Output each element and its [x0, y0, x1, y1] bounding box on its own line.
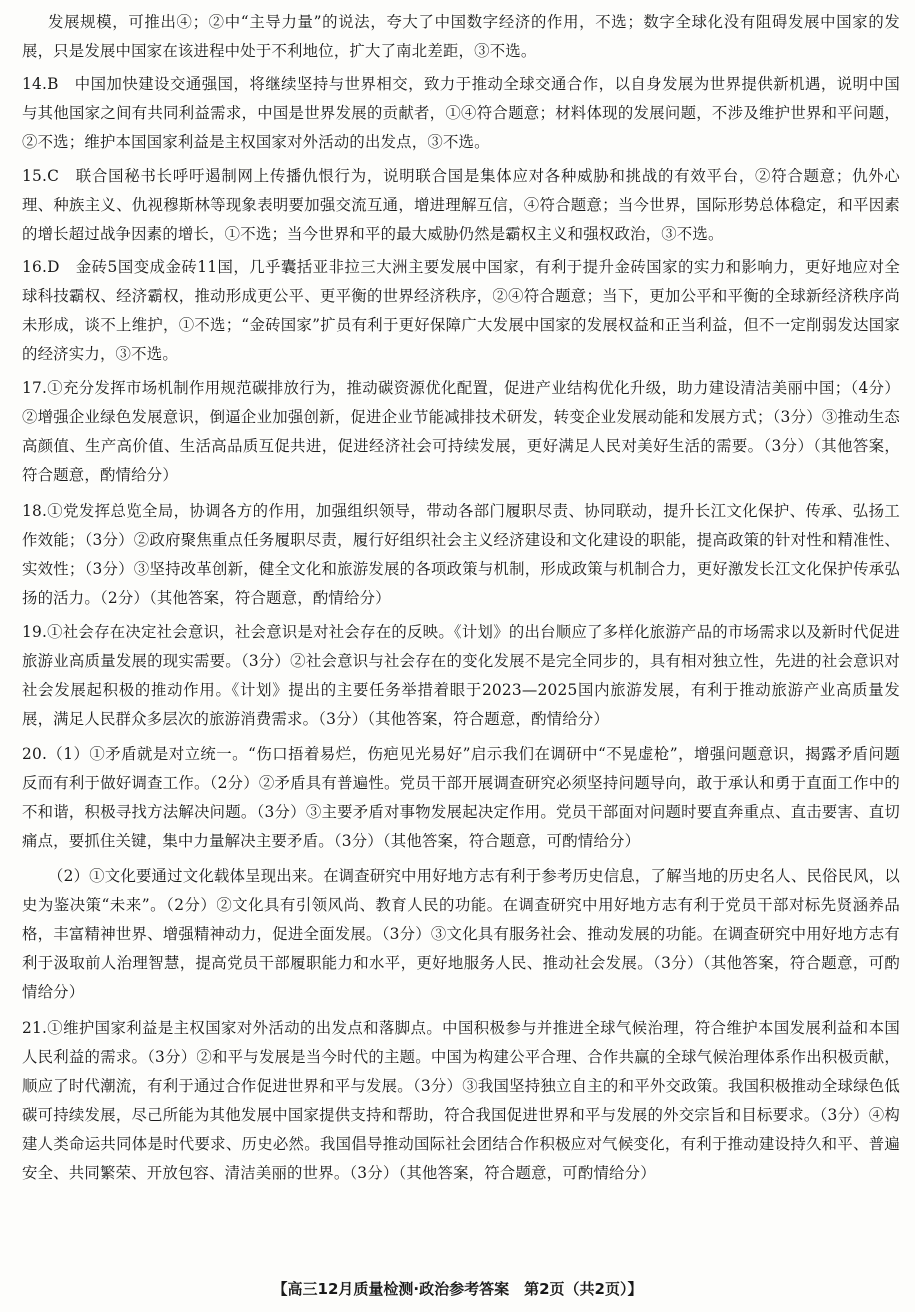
paragraph-17: 17.①充分发挥市场机制作用规范碳排放行为，推动碳资源优化配置，促进产业结构优化升级，助力建设清洁美丽中国；（4分）②增强企业绿色发展意识，倒逼企业加强创新，促进企业节能减排技术研发，转变企业发展动能和发展方式；（3分）③推动生态高颜值、生产高价值、生活高品质互促共进，促进经济社会可持续发展，更好满足人民对美好生活的需要。（3分）（其他答案，符合题意，酌情给分） — [22, 379, 900, 484]
paragraph-15: 15.C 联合国秘书长呼吁遏制网上传播仇恨行为，说明联合国是集体应对各种威胁和挑战的有效平台，②符合题意；仇外心理、种族主义、仇视穆斯林等现象表明要加强交流互通，增进理解互信，④符合题意；当今世界，国际形势总体稳定，和平因素的增长超过战争因素的增长，①不选；当今世界和平的最大威胁仍然是霸权主义和强权政治，③不选。 — [22, 167, 900, 243]
page-footer: 【高三12月质量检测·政治参考答案 第2页（共2页）】 — [272, 1280, 643, 1298]
paragraph-18: 18.①党发挥总览全局，协调各方的作用，加强组织领导，带动各部门履职尽责、协同联动，提升长江文化保护、传承、弘扬工作效能；（3分）②政府聚焦重点任务履职尽责，履行好组织社会主义经济建设和文化建设的职能，提高政策的针对性和精准性、实效性；（3分）③坚持改革创新，健全文化和旅游发展的各项政策与机制，形成政策与机制合力，更好激发长江文化保护传承弘扬的活力。（2分）（其他答案，符合题意，酌情给分） — [22, 502, 900, 607]
paragraph-21: 21.①维护国家利益是主权国家对外活动的出发点和落脚点。中国积极参与并推进全球气候治理，符合维护本国发展利益和本国人民利益的需求。（3分）②和平与发展是当今时代的主题。中国为构建公平合理、合作共赢的全球气候治理体系作出积极贡献，顺应了时代潮流，有利于通过合作促进世界和平与发展。（3分）③我国坚持独立自主的和平外交政策。我国积极推动全球绿色低碳可持续发展，尽己所能为其他发展中国家提供支持和帮助，符合我国促进世界和平与发展的外交宗旨和目标要求。（3分）④构建人类命运共同体是时代要求、历史必然。我国倡导推动国际社会团结合作积极应对气候变化，有利于推动建设持久和平、普遍安全、共同繁荣、开放包容、清洁美丽的世界。（3分）（其他答案，符合题意，可酌情给分） — [22, 1019, 900, 1182]
paragraph-20-part-2: （2）①文化要通过文化载体呈现出来。在调查研究中用好地方志有利于参考历史信息，了解当地的历史名人、民俗民风，以史为鉴决策“未来”。（2分）②文化具有引领风尚、教育人民的功能。在调查研究中用好地方志有利于党员干部对标先贤涵养品格，丰富精神世界、增强精神动力，促进全面发展。（3分）③文化具有服务社会、推动发展的功能。在调查研究中用好地方志有利于汲取前人治理智慧，提高党员干部履职能力和水平，更好地服务人民、推动社会发展。（3分）（其他答案，符合题意，可酌情给分） — [22, 867, 900, 1001]
paragraph-19: 19.①社会存在决定社会意识，社会意识是对社会存在的反映。《计划》的出台顺应了多样化旅游产品的市场需求以及新时代促进旅游业高质量发展的现实需要。（3分）②社会意识与社会存在的变化发展不是完全同步的，具有相对独立性，先进的社会意识对社会发展起积极的推动作用。《计划》提出的主要任务举措着眼于2023—2025国内旅游发展，有利于推动旅游产业高质量发展，满足人民群众多层次的旅游消费需求。（3分）（其他答案，符合题意，酌情给分） — [22, 623, 900, 728]
paragraph-13-continued: 发展规模，可推出④；②中“主导力量”的说法，夸大了中国数字经济的作用，不选；数字全球化没有阻碍发展中国家的发展，只是发展中国家在该进程中处于不利地位，扩大了南北差距，③不选。 — [22, 13, 900, 60]
paragraph-14: 14.B 中国加快建设交通强国，将继续坚持与世界相交，致力于推动全球交通合作，以自身发展为世界提供新机遇，说明中国与其他国家之间有共同利益需求，中国是世界发展的贡献者，①④符合题意；材料体现的发展问题，不涉及维护世界和平问题，②不选；维护本国国家利益是主权国家对外活动的出发点，③不选。 — [22, 75, 900, 151]
paragraph-20-part-1: 20.（1）①矛盾就是对立统一。“伤口捂着易烂，伤疤见光易好”启示我们在调研中“不晃虚枪”，增强问题意识，揭露矛盾问题反而有利于做好调查工作。（2分）②矛盾具有普遍性。党员干部开展调查研究必须坚持问题导向，敢于承认和勇于直面工作中的不和谐，积极寻找方法解决问题。（3分）③主要矛盾对事物发展起决定作用。党员干部面对问题时要直奔重点、直击要害、直切痛点，要抓住关键，集中力量解决主要矛盾。（3分）（其他答案，符合题意，可酌情给分） — [22, 745, 900, 850]
paragraph-16: 16.D 金砖5国变成金砖11国，几乎囊括亚非拉三大洲主要发展中国家，有利于提升金砖国家的实力和影响力，更好地应对全球科技霸权、经济霸权，推动形成更公平、更平衡的世界经济秩序，②④符合题意；当下，更加公平和平衡的全球新经济秩序尚未形成，谈不上维护，①不选；“金砖国家”扩员有利于更好保障广大发展中国家的发展权益和正当利益，但不一定削弱发达国家的经济实力，③不选。 — [22, 258, 900, 363]
